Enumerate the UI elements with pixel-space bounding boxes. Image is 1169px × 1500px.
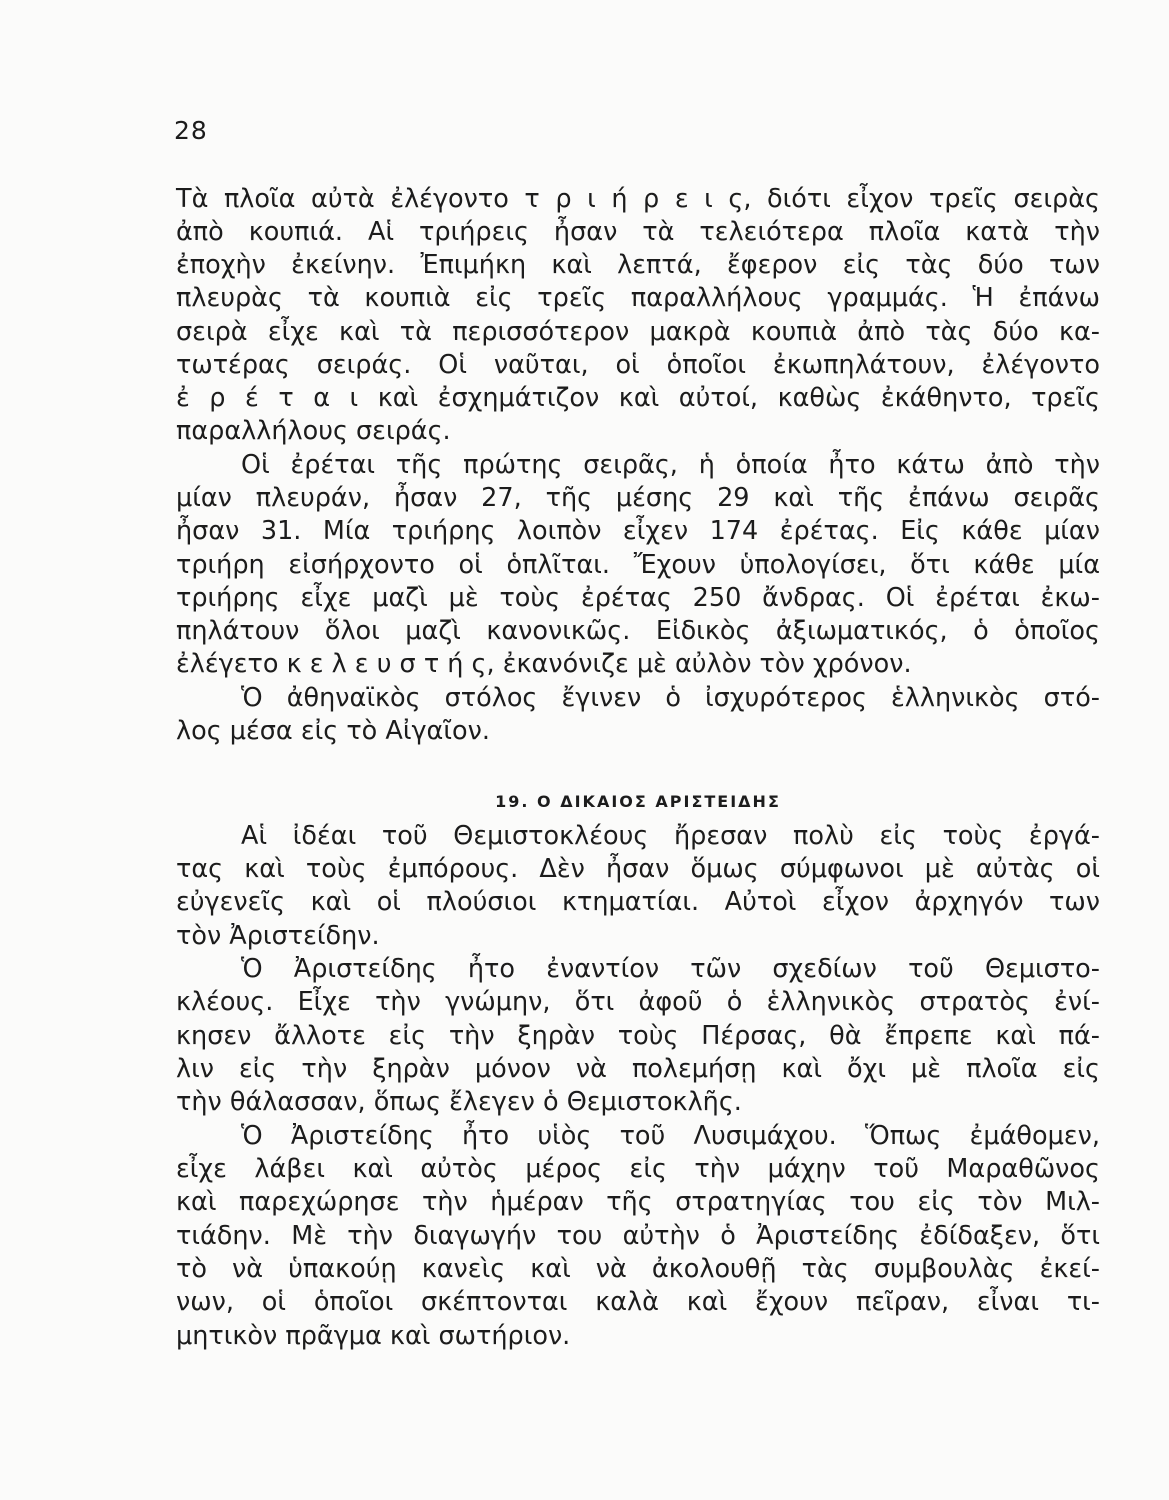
text-line: τριήρης εἶχε μαζὶ μὲ τοὺς ἐρέτας 250 ἄνδρας. Οἱ ἐρέται ἐκω-: [176, 583, 1100, 613]
text-line: μητικὸν πρᾶγμα καὶ σωτήριον.: [176, 1321, 571, 1351]
text-line: νων, οἱ ὁποῖοι σκέπτονται καλὰ καὶ ἔχουν πεῖραν, εἶναι τι-: [176, 1287, 1100, 1317]
text-line: ἐποχὴν ἐκείνην. Ἐπιμήκη καὶ λεπτά, ἔφερον εἰς τὰς δύο των: [176, 250, 1100, 280]
text-line: Ὁ Ἀριστείδης ἦτο ἐναντίον τῶν σχεδίων τοῦ Θεμιστο-: [241, 954, 1100, 984]
text-line: μίαν πλευράν, ἦσαν 27, τῆς μέσης 29 καὶ τῆς ἐπάνω σειρᾶς: [176, 483, 1100, 513]
text-line: τιάδην. Μὲ τὴν διαγωγήν του αὐτὴν ὁ Ἀριστείδης ἐδίδαξεν, ὅτι: [176, 1221, 1100, 1251]
text-line: παραλλήλους σειράς.: [176, 416, 451, 446]
text-line: πλευρὰς τὰ κουπιὰ εἰς τρεῖς παραλλήλους γραμμάς. Ἡ ἐπάνω: [176, 283, 1100, 313]
text-line: Ὁ Ἀριστείδης ἦτο υἱὸς τοῦ Λυσιμάχου. Ὅπως ἐμάθομεν,: [241, 1121, 1100, 1151]
text-line: ἐ ρ έ τ α ι καὶ ἐσχημάτιζον καὶ αὐτοί, καθὼς ἐκάθηντο, τρεῖς: [176, 383, 1100, 413]
page-number: 28: [174, 116, 208, 145]
text-line: Αἱ ἰδέαι τοῦ Θεμιστοκλέους ἤρεσαν πολὺ εἰς τοὺς ἐργά-: [241, 821, 1100, 851]
text-line: εἶχε λάβει καὶ αὐτὸς μέρος εἰς τὴν μάχην τοῦ Μαραθῶνος: [176, 1154, 1100, 1184]
text-line: τὸ νὰ ὑπακούῃ κανεὶς καὶ νὰ ἀκολουθῇ τὰς συμβουλὰς ἐκεί-: [176, 1254, 1100, 1284]
text-line: τὸν Ἀριστείδην.: [176, 921, 380, 951]
text-line: κησεν ἄλλοτε εἰς τὴν ξηρὰν τοὺς Πέρσας, θὰ ἔπρεπε καὶ πά-: [176, 1021, 1100, 1051]
text-line: τωτέρας σειράς. Οἱ ναῦται, οἱ ὁποῖοι ἐκωπηλάτουν, ἐλέγοντο: [176, 350, 1100, 380]
text-line: Τὰ πλοῖα αὐτὰ ἐλέγοντο τ ρ ι ή ρ ε ι ς, διότι εἶχον τρεῖς σειρὰς: [176, 184, 1100, 214]
text-line: λιν εἰς τὴν ξηρὰν μόνον νὰ πολεμήσῃ καὶ ὄχι μὲ πλοῖα εἰς: [176, 1054, 1100, 1084]
text-line: καὶ παρεχώρησε τὴν ἡμέραν τῆς στρατηγίας του εἰς τὸν Μιλ-: [176, 1187, 1100, 1217]
text-line: ἀπὸ κουπιά. Αἱ τριήρεις ἦσαν τὰ τελειότερα πλοῖα κατὰ τὴν: [176, 217, 1100, 247]
text-line: Οἱ ἐρέται τῆς πρώτης σειρᾶς, ἡ ὁποία ἦτο κάτω ἀπὸ τὴν: [241, 450, 1100, 480]
text-line: κλέους. Εἶχε τὴν γνώμην, ὅτι ἀφοῦ ὁ ἑλληνικὸς στρατὸς ἐνί-: [176, 987, 1100, 1017]
text-line: ἦσαν 31. Μία τριήρης λοιπὸν εἶχεν 174 ἐρέτας. Εἰς κάθε μίαν: [176, 516, 1100, 546]
text-line: λος μέσα εἰς τὸ Αἰγαῖον.: [176, 716, 490, 746]
text-line: τας καὶ τοὺς ἐμπόρους. Δὲν ἦσαν ὅμως σύμφωνοι μὲ αὐτὰς οἱ: [176, 854, 1100, 884]
text-line: εὐγενεῖς καὶ οἱ πλούσιοι κτηματίαι. Αὐτοὶ εἶχον ἀρχηγόν των: [176, 887, 1100, 917]
text-line: ἐλέγετο κ ε λ ε υ σ τ ή ς, ἐκανόνιζε μὲ αὐλὸν τὸν χρόνον.: [176, 649, 912, 679]
section-heading: 19. Ο ΔΙΚΑΙΟΣ ΑΡΙΣΤΕΙΔΗΣ: [495, 792, 781, 811]
text-line: τὴν θάλασσαν, ὅπως ἔλεγεν ὁ Θεμιστοκλῆς.: [176, 1087, 742, 1117]
text-line: πηλάτουν ὅλοι μαζὶ κανονικῶς. Εἰδικὸς ἀξιωματικός, ὁ ὁποῖος: [176, 616, 1100, 646]
text-line: Ὁ ἀθηναϊκὸς στόλος ἔγινεν ὁ ἰσχυρότερος ἑλληνικὸς στό-: [241, 683, 1100, 713]
text-line: σειρὰ εἶχε καὶ τὰ περισσότερον μακρὰ κουπιὰ ἀπὸ τὰς δύο κα-: [176, 317, 1100, 347]
text-line: τριήρη εἰσήρχοντο οἱ ὁπλῖται. Ἔχουν ὑπολογίσει, ὅτι κάθε μία: [176, 550, 1100, 580]
